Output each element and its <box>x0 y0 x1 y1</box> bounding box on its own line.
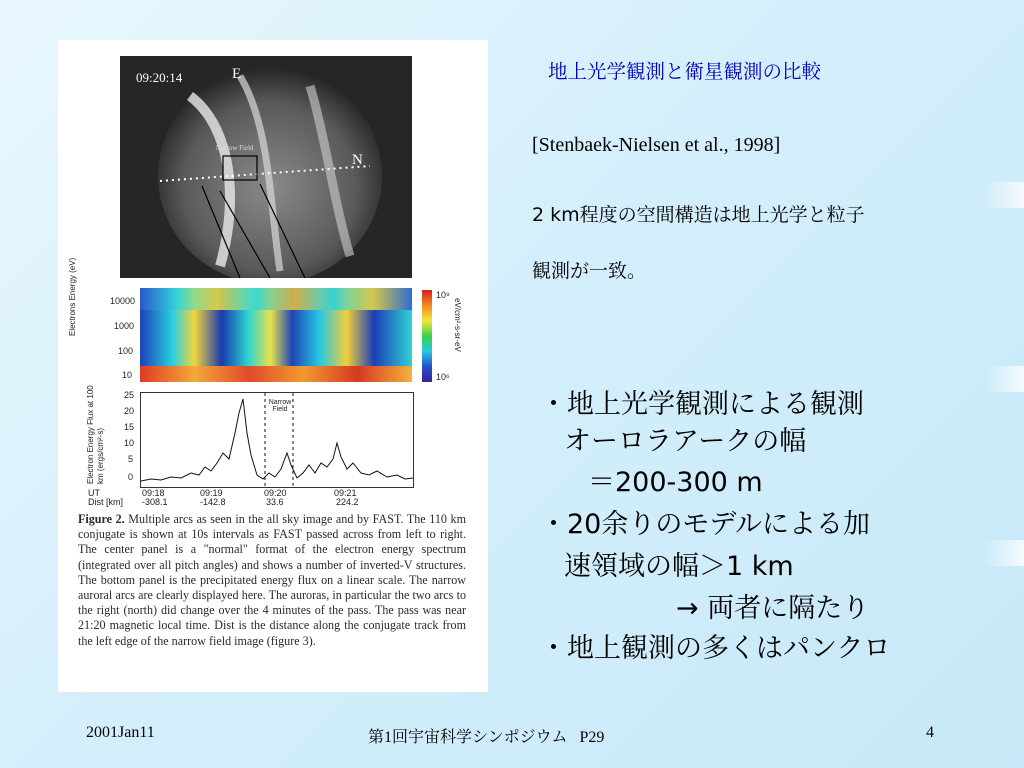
flux-tick: 15 <box>124 422 135 432</box>
dist-value: -142.8 <box>200 497 226 507</box>
aurora-sky-photo <box>120 56 412 278</box>
bullet-item: → 両者に隔たり <box>676 593 870 624</box>
energy-flux-plot <box>140 392 414 488</box>
slide-number: 4 <box>926 724 934 741</box>
colorbar-unit-label: eV/cm²-s-sr-eV <box>453 298 462 352</box>
spectrogram-bottom-band <box>140 366 412 382</box>
background-streak <box>984 182 1024 208</box>
slide-title: 地上光学観測と衛星観測の比較 <box>548 60 822 83</box>
spectrogram-tick: 100 <box>118 346 134 356</box>
bullet-item: オーロラアークの幅 <box>564 426 807 457</box>
flux-tick: 25 <box>124 390 135 400</box>
colorbar-min-label: 10⁶ <box>436 372 450 382</box>
ut-time: 09:20 <box>264 488 287 498</box>
figure-caption <box>78 512 466 649</box>
ut-label: UT <box>88 488 100 498</box>
image-timestamp: 09:20:14 <box>136 70 183 85</box>
bullet-item: ・地上光学観測による観測 <box>540 389 864 420</box>
spectrogram-tick: 10 <box>122 370 133 380</box>
journal-figure <box>58 40 488 692</box>
footer-event-name: 第1回宇宙科学シンポジウム <box>368 729 568 746</box>
direction-label-east: E <box>232 66 242 82</box>
description-line: 2 km程度の空間構造は地上光学と粒子 <box>532 204 865 226</box>
background-streak <box>984 366 1024 392</box>
ut-time: 09:19 <box>200 488 223 498</box>
spectrogram-tick: 1000 <box>114 321 135 331</box>
footer-date: 2001Jan11 <box>86 724 155 741</box>
caption-label: Figure 2. <box>78 512 125 526</box>
footer-page-ref: P29 <box>579 729 605 746</box>
ut-time: 09:18 <box>142 488 165 498</box>
bullet-item: ＝200-300 m <box>588 467 763 498</box>
spectrogram-top-band <box>140 288 412 310</box>
flux-narrow-field-label: Narrow Field <box>268 399 292 413</box>
caption-text: Multiple arcs as seen in the all sky image and by FAST. The 110 km conjugate is shown at 10s intervals as FAST passed across from left to right. The center panel is a "normal" format of the electron energy spectrum (integrated over all pitch angles) and shows a number of inverted-V structures. The bottom panel is the precipitated energy flux on a linear scale. The narrow auroral arcs are clearly displayed here. The auroras, in particular the two arcs to the right (north) did change over the 4 minutes of the pass. The pass was near 21:20 magnetic local time. Dist is the distance along the conjugate track from the left edge of the narrow field image (figure 3). <box>78 512 466 648</box>
narrow-field-label: Narrow Field <box>216 144 254 152</box>
bullet-item: 速領域の幅＞1 km <box>564 551 794 582</box>
flux-tick: 20 <box>124 406 135 416</box>
all-sky-image <box>120 56 412 278</box>
background-streak <box>984 540 1024 566</box>
bullet-item: ・地上観測の多くはパンクロ <box>540 633 891 664</box>
footer-event <box>368 724 604 747</box>
citation: [Stenbaek-Nielsen et al., 1998] <box>532 134 781 156</box>
description-line: 観測が一致。 <box>532 260 647 282</box>
dist-value: 224.2 <box>336 497 359 507</box>
spectrogram-colorbar <box>422 290 432 382</box>
ut-time: 09:21 <box>334 488 357 498</box>
flux-tick: 0 <box>128 472 134 482</box>
flux-tick: 5 <box>128 454 134 464</box>
colorbar-max-label: 10⁹ <box>436 290 450 300</box>
dist-value: -308.1 <box>142 497 168 507</box>
dist-value: 33.6 <box>266 497 284 507</box>
spectrogram-tick: 10000 <box>110 296 136 306</box>
dist-label: Dist [km] <box>88 497 123 507</box>
flux-tick: 10 <box>124 438 135 448</box>
spectrogram-ylabel: Electrons Energy (eV) <box>68 257 77 336</box>
direction-label-north: N <box>352 152 363 168</box>
bullet-item: ・20余りのモデルによる加 <box>540 509 871 540</box>
electron-spectrogram <box>140 288 412 382</box>
flux-ylabel: Electron Energy Flux at 100 km (ergs/cm²-s) <box>86 385 105 484</box>
